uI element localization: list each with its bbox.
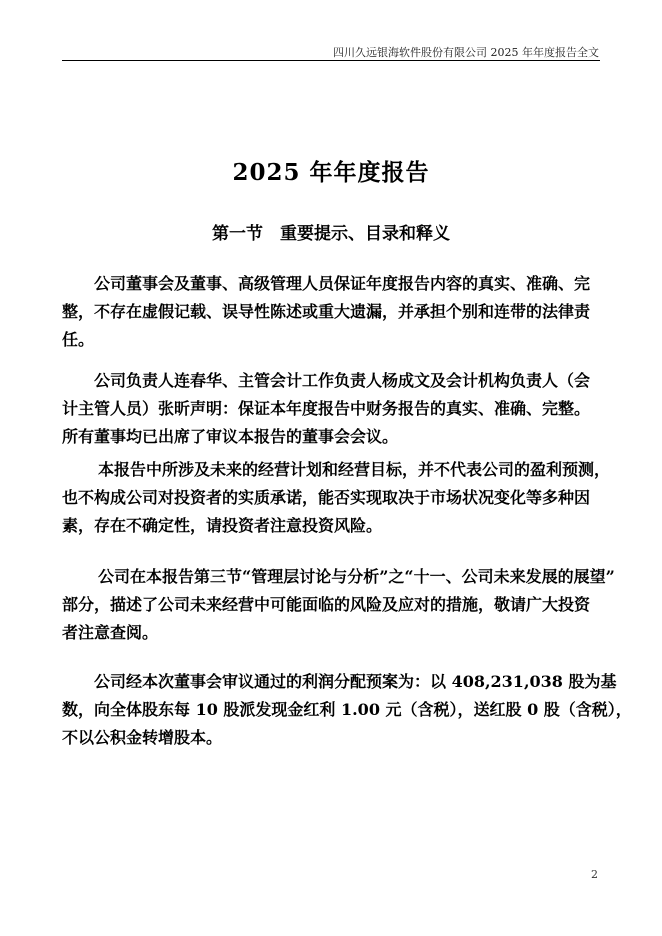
paragraph-risk-reference [62, 563, 615, 647]
paragraph-line: 本报告中所涉及未来的经营计划和经营目标，并不代表公司的盈利预测， [98, 460, 611, 479]
paragraph-officer-statement [62, 367, 602, 451]
paragraph-line: 数，向全体股东每 10 股派发现金红利 1.00 元（含税），送红股 0 股（含税）， [62, 700, 632, 719]
running-header: 四川久远银海软件股份有限公司 2025 年年度报告全文 [333, 46, 599, 59]
section-title: 第一节 重要提示、目录和释义 [212, 224, 450, 244]
paragraph-line: 公司董事会及董事、高级管理人员保证年度报告内容的真实、准确、完 [94, 274, 591, 293]
paragraph-line: 所有董事均已出席了审议本报告的董事会会议。 [62, 427, 399, 446]
paragraph-line: 不以公积金转增股本。 [62, 728, 223, 747]
paragraph-forward-looking [62, 456, 611, 540]
paragraph-line: 素，存在不确定性，请投资者注意投资风险。 [62, 516, 383, 535]
paragraph-line: 者注意查阅。 [62, 623, 159, 642]
paragraph-line: 任。 [62, 330, 95, 349]
paragraph-line: 部分，描述了公司未来经营中可能面临的风险及应对的措施，敬请广大投资 [62, 595, 591, 614]
paragraph-line: 公司负责人连春华、主管会计工作负责人杨成文及会计机构负责人（会 [94, 371, 591, 390]
paragraph-line: 计主管人员）张昕声明：保证本年度报告中财务报告的真实、准确、完整。 [62, 399, 591, 418]
paragraph-line: 公司在本报告第三节“管理层讨论与分析”之“十一、公司未来发展的展望” [98, 567, 615, 586]
paragraph-profit-distribution [62, 668, 632, 752]
report-title: 2025 年年度报告 [232, 159, 430, 186]
paragraph-line: 公司经本次董事会审议通过的利润分配预案为：以 408,231,038 股为基 [94, 672, 617, 691]
page-number: 2 [591, 868, 598, 881]
paragraph-line: 也不构成公司对投资者的实质承诺，能否实现取决于市场状况变化等多种因 [62, 488, 591, 507]
paragraph-responsibility [62, 270, 602, 354]
paragraph-line: 整，不存在虚假记载、误导性陈述或重大遗漏，并承担个别和连带的法律责 [62, 302, 591, 321]
header-rule [62, 60, 600, 61]
